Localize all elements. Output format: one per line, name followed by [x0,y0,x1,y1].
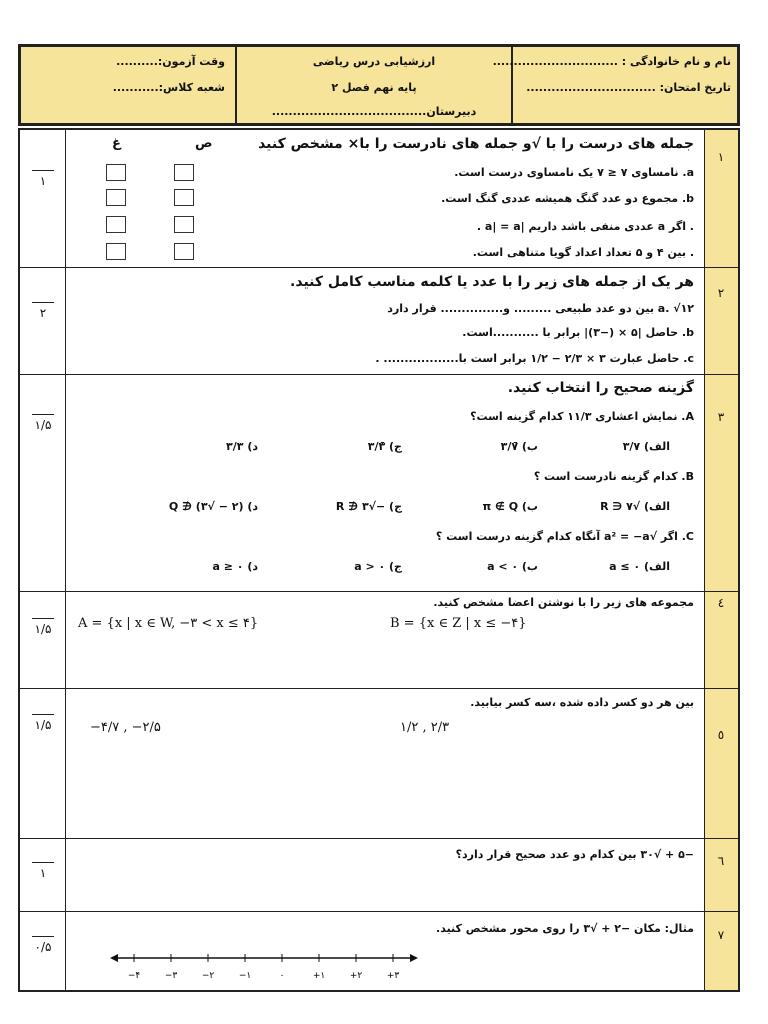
q1-item-c: . اگر a عددی منفی باشد داریم |a| = a . [476,220,694,233]
q3-a-option-2[interactable]: ب) ۳/۷̄ [500,440,538,453]
exam-date-field[interactable]: تاریخ امتحان: ............................... [526,81,731,94]
score-2: ۲ [20,302,66,320]
question-number-3: ۳ [717,410,725,424]
q1-title: جمله های درست را با √و جمله های نادرست را با× مشخص کنید [258,136,694,152]
number-line-tick-label: −۳ [164,971,178,981]
question-number-1: ۱ [717,150,725,164]
number-line-tick-label: −۲ [201,971,215,981]
school-field[interactable]: دبیرستان..................................... [271,105,477,118]
score-7: ۰/۵ [20,936,66,954]
header-right-cell [492,46,738,124]
q3-b-option-2[interactable]: ب) π ∉ Q [482,500,538,513]
q1-a-false-checkbox[interactable] [106,164,126,181]
score-4: ۱/۵ [20,618,66,636]
q3-a-option-3[interactable]: ج) ۳/۳̄ [367,440,402,453]
q3-title: گزینه صحیح را انتخاب کنید. [507,380,694,396]
q3-a-option-4[interactable]: د) ۳/۳ [226,440,258,453]
q6-title: −۵ + √۳۰ بین کدام دو عدد صحیح قرار دارد؟ [455,848,694,861]
q4-set-a: A = {x | x ∈ W, −۳ < x ≤ ۴} [78,616,259,631]
q1-item-a: a. نامساوی ۷ ≤ ۷ یک نامساوی درست است. [454,166,694,179]
number-line-tick-label: ۰ [279,971,285,981]
q1-b-true-checkbox[interactable] [174,189,194,206]
number-line[interactable] [110,946,420,986]
question-number-6: ٦ [717,854,725,868]
question-number-2: ۲ [717,286,725,300]
q4-set-b: B = {x ∈ Z | x ≤ −۴} [390,616,527,631]
number-line-tick-label: +۲ [349,971,363,981]
question-number-4: ٤ [717,596,725,610]
grade-chapter: پایه نهم فصل ۲ [331,81,417,94]
q5-title: بین هر دو کسر داده شده ،سه کسر بیابید. [470,696,694,709]
number-line-tick-label: −۴ [127,971,141,981]
q2-item-a: a. √۱۲ بین دو عدد طبیعی ......... و............... قرار دارد [387,302,694,315]
score-column [20,130,66,990]
score-5: ۱/۵ [20,714,66,732]
q1-a-true-checkbox[interactable] [174,164,194,181]
q2-item-b: b. حاصل |۵ × (−۳)| برابر با ...........است. [462,326,694,339]
number-line-tick-label: +۱ [312,971,326,981]
q3-c-option-2[interactable]: ب) a < ۰ [487,560,538,573]
q3-b-question: B. کدام گزینه نادرست است ؟ [533,470,694,483]
header-center-cell [236,46,512,124]
q5-pair-right: ۱/۲ , ۲/۳ [400,720,450,735]
q3-c-option-1[interactable]: الف) a ≤ ۰ [609,560,670,573]
number-line-tick-label: +۳ [386,971,400,981]
number-line-right-arrow [410,954,418,962]
exam-time-field[interactable]: وقت آزمون:.......... [116,55,225,68]
q2-title: هر یک از جمله های زیر را با عدد یا کلمه مناسب کامل کنید. [290,274,694,290]
q3-b-option-4[interactable]: د) (۲ − √۳) ∉ Q [168,500,258,513]
q1-b-false-checkbox[interactable] [106,189,126,206]
score-1: ۱ [20,170,66,188]
q2-item-c: c. حاصل عبارت ۳ × ۲/۳ − ۱/۲ برابر است با.................. . [375,352,694,365]
q1-c-false-checkbox[interactable] [106,216,126,233]
number-line-tick-label: −۱ [238,971,252,981]
q1-c-true-checkbox[interactable] [174,216,194,233]
q7-title: مثال: مکان −۲ + √۳ را روی محور مشخص کنید. [436,922,694,935]
exam-header [18,44,740,126]
number-line-left-arrow [110,954,118,962]
student-name-field[interactable]: نام و نام خانوادگی : .............................. [492,55,731,68]
q3-b-option-1[interactable]: الف) √۷ ∈ R [600,500,670,513]
question-number-7: ٧ [717,928,725,942]
score-3: ۱/۵ [20,414,66,432]
class-section-field[interactable]: شعبه کلاس:........... [112,81,225,94]
q1-d-true-checkbox[interactable] [174,243,194,260]
q3-a-option-1[interactable]: الف) ۳/۷ [622,440,670,453]
score-6: ۱ [20,862,66,880]
q1-true-header: ص [195,136,213,151]
q1-item-b: b. مجموع دو عدد گنگ همیشه عددی گنگ است. [441,192,694,205]
subject-title: ارزشیابی درس ریاضی [312,55,436,68]
q3-a-question: A. نمایش اعشاری ۱۱/۳ کدام گزینه است؟ [470,410,694,423]
q5-pair-left: −۴/۷ , −۲/۵ [90,720,161,735]
q1-false-header: غ [112,136,121,151]
q1-item-d: . بین ۴ و ۵ تعداد اعداد گویا متناهی است. [472,246,694,259]
questions-table [18,128,740,992]
header-left-cell [20,46,236,124]
q4-title: مجموعه های زیر را با نوشتن اعضا مشخص کنید. [433,596,694,609]
question-number-5: ٥ [717,728,725,742]
q3-b-option-3[interactable]: ج) −√۳ ∉ R [335,500,402,513]
q3-c-question: C. اگر √a² = −a آنگاه کدام گزینه درست است ؟ [435,530,694,543]
q3-c-option-4[interactable]: د) a ≥ ۰ [212,560,258,573]
q3-c-option-3[interactable]: ج) a > ۰ [354,560,402,573]
q1-d-false-checkbox[interactable] [106,243,126,260]
